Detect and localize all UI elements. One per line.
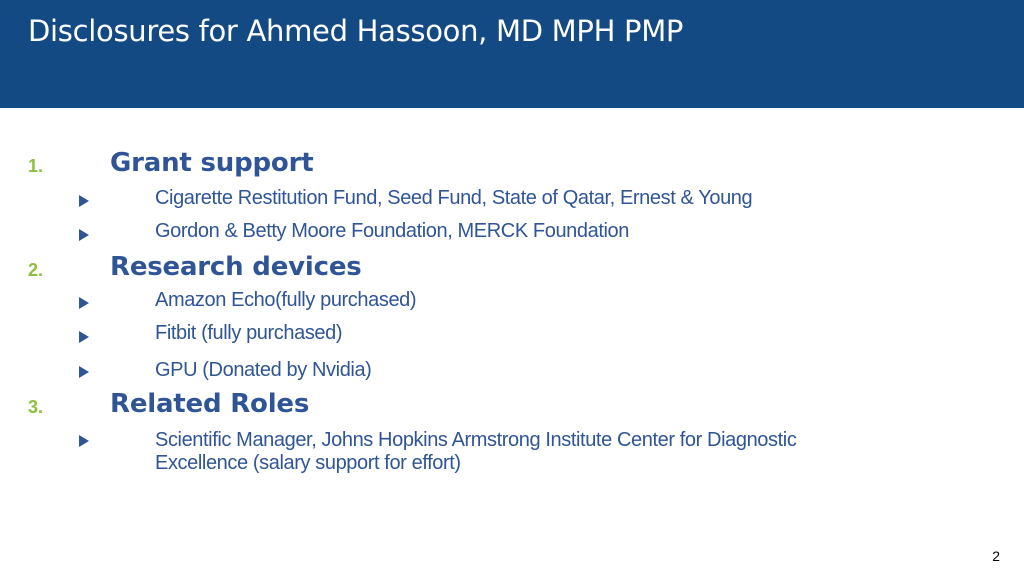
section-2-number: 2.: [28, 260, 44, 280]
section-2-item-3: GPU (Donated by Nvidia): [155, 359, 372, 381]
page-number: 2: [992, 548, 1000, 564]
section-2-title: Research devices: [110, 252, 362, 282]
arrow-bullet-icon: [79, 195, 89, 207]
section-1-item-2: Gordon & Betty Moore Foundation, MERCK Foundation: [155, 220, 629, 242]
section-1-title: Grant support: [110, 148, 314, 178]
arrow-bullet-icon: [79, 366, 89, 378]
section-3-title: Related Roles: [110, 389, 310, 419]
arrow-bullet-icon: [79, 297, 89, 309]
slide-title: Disclosures for Ahmed Hassoon, MD MPH PMP: [28, 14, 684, 48]
section-1-item-1: Cigarette Restitution Fund, Seed Fund, State of Qatar, Ernest & Young: [155, 187, 753, 209]
section-3-item-1-line-1: Scientific Manager, Johns Hopkins Armstrong Institute Center for Diagnostic: [155, 429, 797, 451]
section-2-item-2: Fitbit (fully purchased): [155, 322, 343, 344]
arrow-bullet-icon: [79, 435, 89, 447]
section-3-item-1-line-2: Excellence (salary support for effort): [155, 452, 461, 474]
section-3-number: 3.: [28, 397, 44, 417]
section-2-item-1: Amazon Echo(fully purchased): [155, 289, 417, 311]
header-bar: [0, 0, 1024, 108]
arrow-bullet-icon: [79, 229, 89, 241]
arrow-bullet-icon: [79, 331, 89, 343]
section-1-number: 1.: [28, 156, 44, 176]
